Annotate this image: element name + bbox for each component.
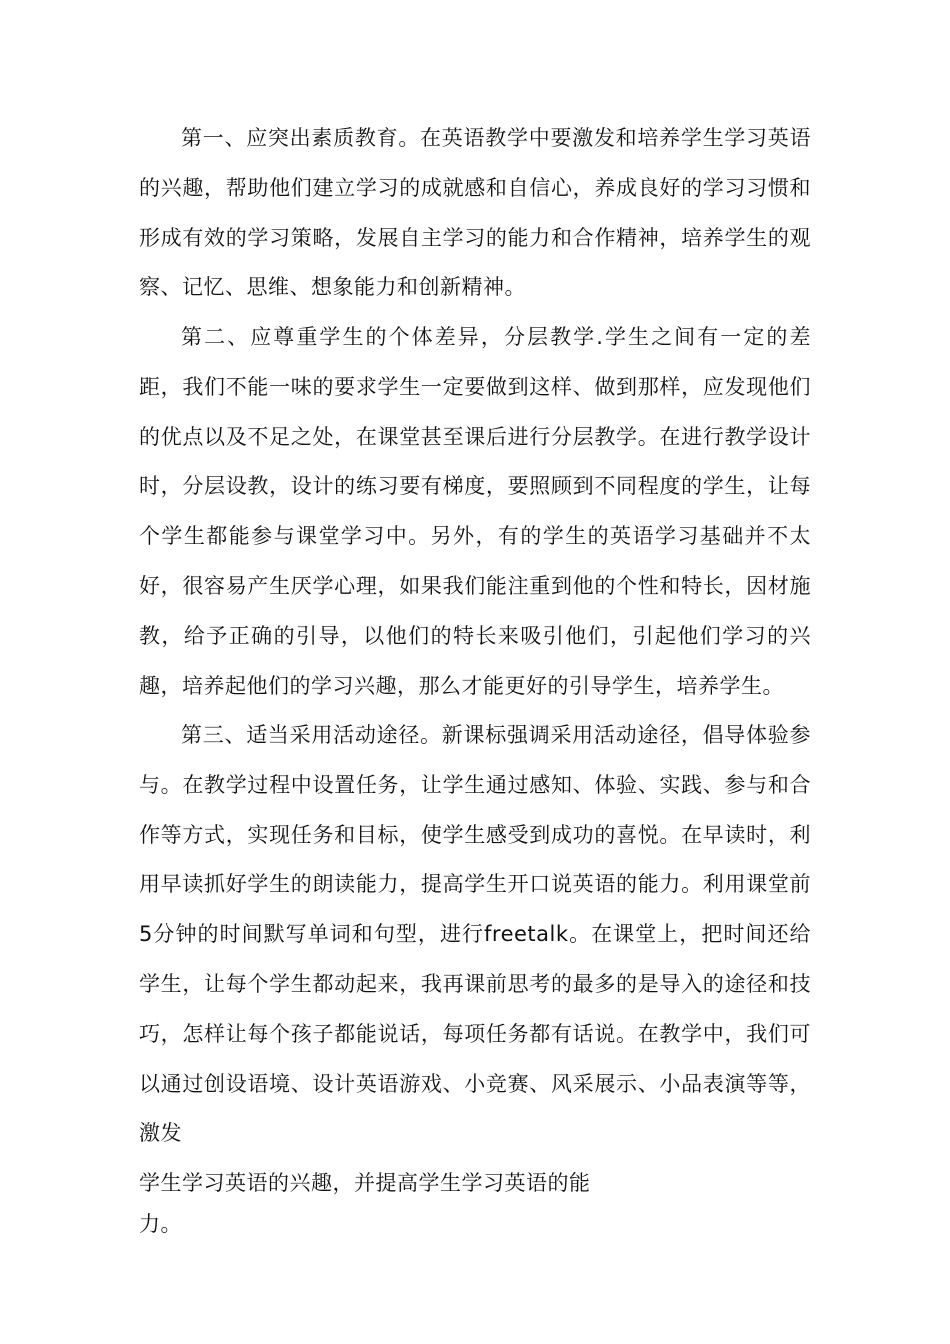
paragraph-3-last: 力。 [139, 1211, 182, 1236]
paragraph-3-body: 第三、适当采用活动途径。新课标强调采用活动途径，倡导体验参与。在教学过程中设置任务，让学生通过感知、体验、实践、参与和合作等方式，实现任务和目标，使学生感受到成功的喜悦。在早读时，利用早读抓好学生的朗读能力，提高学生开口说英语的能力。利用课堂前5分钟的时间默写单词和句型，进行freetalk。在课堂上，把时间还给学生，让每个学生都动起来，我再课前思考的最多的是导入的途径和技巧，怎样让每个孩子都能说话，每项任务都有话说。在教学中，我们可以通过创设语境、设计英语游戏、小竞赛、风采展示、小品表演等等，激发 [139, 723, 811, 1146]
paragraph-3 [139, 711, 811, 1239]
paragraph-3-tail: 学生学习英语的兴趣，并提高学生学习英语的能 [139, 1171, 591, 1196]
paragraph-1: 第一、应突出素质教育。在英语教学中要激发和培养学生学习英语的兴趣，帮助他们建立学习的成就感和自信心，养成良好的学习习惯和形成有效的学习策略，发展自主学习的能力和合作精神，培养学生的观察、记忆、思维、想象能力和创新精神。 [139, 126, 811, 300]
paragraph-2: 第二、应尊重学生的个体差异，分层教学.学生之间有一定的差距，我们不能一味的要求学生一定要做到这样、做到那样，应发现他们的优点以及不足之处，在课堂甚至课后进行分层教学。在进行教学设计时，分层设教，设计的练习要有梯度，要照顾到不同程度的学生，让每个学生都能参与课堂学习中。另外，有的学生的英语学习基础并不太好，很容易产生厌学心理，如果我们能注重到他的个性和特长，因材施教，给予正确的引导，以他们的特长来吸引他们，引起他们学习的兴趣，培养起他们的学习兴趣，那么才能更好的引导学生，培养学生。 [139, 325, 811, 698]
